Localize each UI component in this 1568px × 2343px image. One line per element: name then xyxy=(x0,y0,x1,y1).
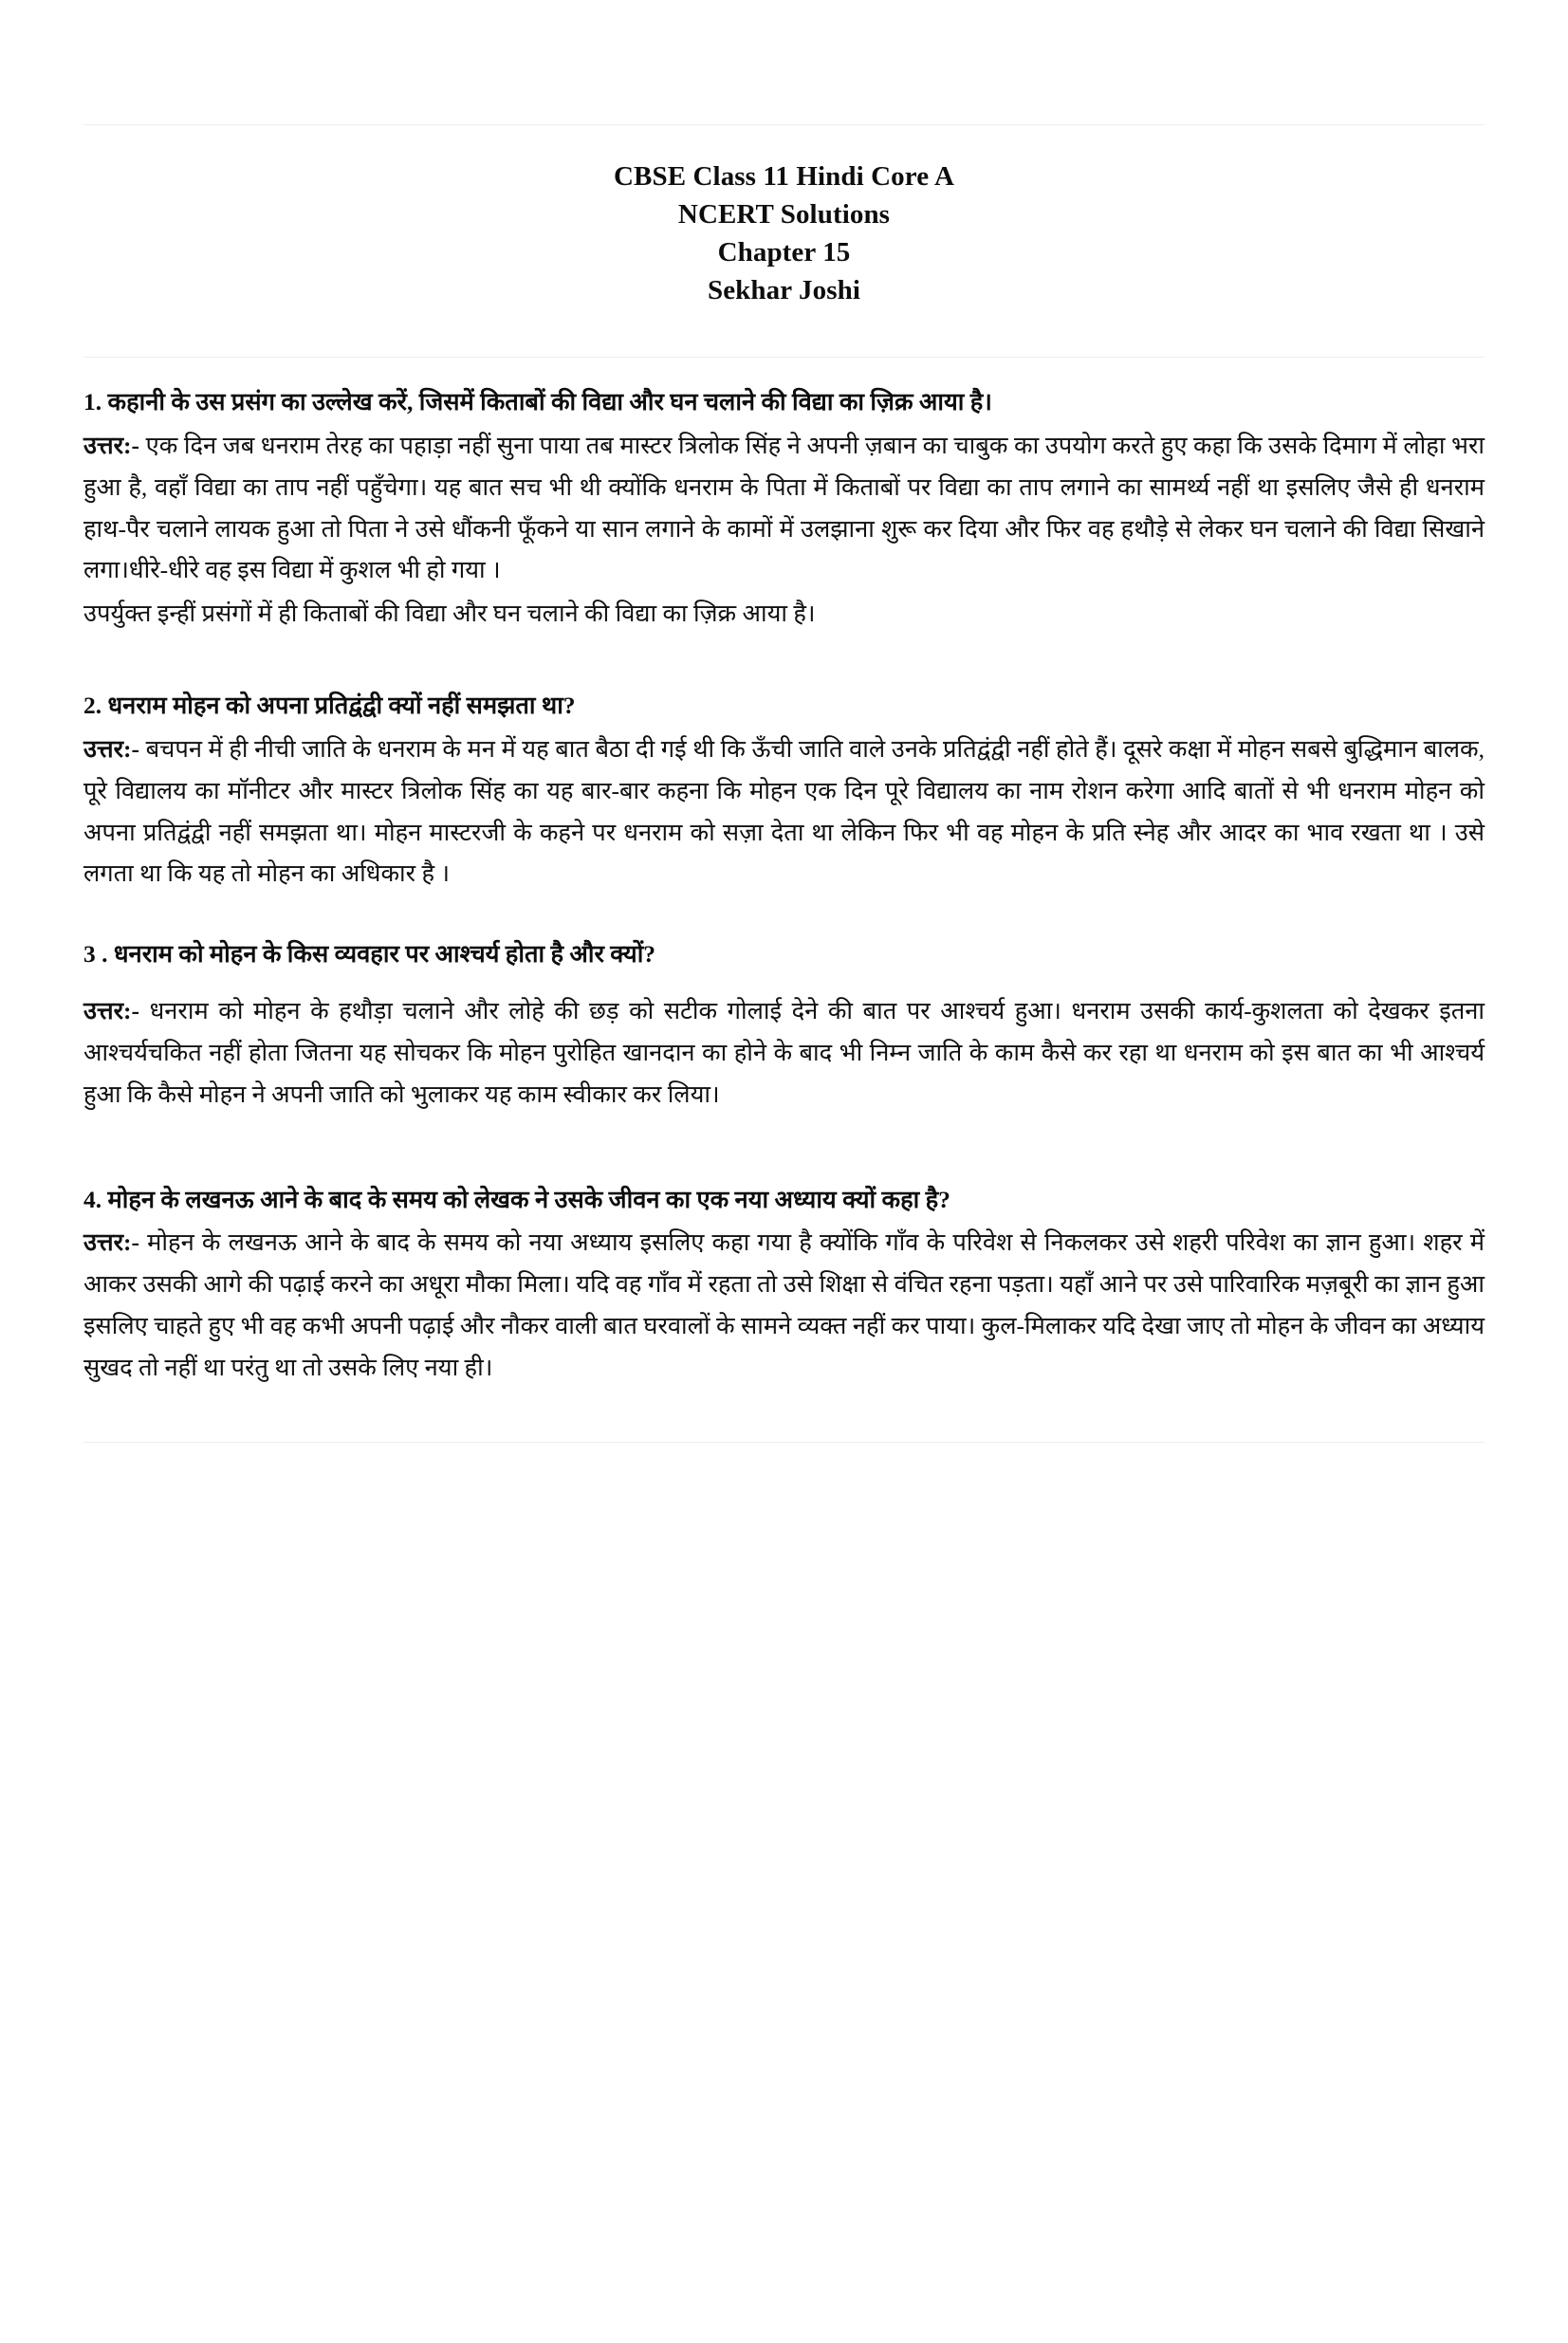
answer-text-4: मोहन के लखनऊ आने के बाद के समय को नया अध्याय इसलिए कहा गया है क्योंकि गाँव के परिवेश से निकलकर उसे शहरी परिवेश का ज्ञान हुआ। शहर में आकर उसकी आगे की पढ़ाई करने का अधूरा मौका मिला। यदि वह गाँव में रहता तो उसे शिक्षा से वंचित रहना पड़ता। यहाँ आने पर उसे पारिवारिक मज़बूरी का ज्ञान हुआ इसलिए चाहते हुए भी वह कभी अपनी पढ़ाई और नौकर वाली बात घरवालों के सामने व्यक्त नहीं कर पाया। कुल-मिलाकर यदि देखा जाए तो मोहन के जीवन का अध्याय सुखद तो नहीं था परंतु था तो उसके लिए नया ही। xyxy=(83,1228,1485,1381)
qa-item-4 xyxy=(83,1182,1485,1389)
spacer-1 xyxy=(83,635,1485,659)
answer-paragraph-3 xyxy=(83,990,1485,1116)
answer-text-1: एक दिन जब धनराम तेरह का पहाड़ा नहीं सुना पाया तब मास्टर त्रिलोक सिंह ने अपनी ज़बान का चाबुक का उपयोग करते हुए कहा कि उसके दिमाग में लोहा भरा हुआ है, वहाँ विद्या का ताप नहीं पहुँचेगा। यह बात सच भी थी क्योंकि धनराम के पिता में किताबों पर विद्या का ताप लगाने का सामर्थ्य नहीं था इसलिए जैसे ही धनराम हाथ-पैर चलाने लायक हुआ तो पिता ने उसे धौंकनी फूँकने या सान लगाने के कामों में उलझाना शुरू कर दिया और फिर वह हथौड़े से लेकर घन चलाने की विद्या सिखाने लगा।धीरे-धीरे वह इस विद्या में कुशल भी हो गया । xyxy=(83,431,1485,584)
question-heading-3: 3 . धनराम को मोहन के किस व्यवहार पर आश्चर्य होता है और क्यों? xyxy=(83,940,656,969)
answer-text-2: बचपन में ही नीची जाति के धनराम के मन में यह बात बैठा दी गई थी कि ऊँची जाति वाले उनके प्रतिद्वंद्वी नहीं होते हैं। दूसरे कक्षा में मोहन सबसे बुद्धिमान बालक, पूरे विद्यालय का मॉनीटर और मास्टर त्रिलोक सिंह का यह बार-बार कहना कि मोहन एक दिन पूरे विद्यालय का नाम रोशन करेगा आदि बातों से भी धनराम मोहन को अपना प्रतिद्वंद्वी नहीं समझता था। मोहन मास्टरजी के कहने पर धनराम को सज़ा देता था लेकिन फिर भी वह मोहन के प्रति स्नेह और आदर का भाव रखता था । उसे लगता था कि यह तो मोहन का अधिकार है । xyxy=(83,734,1485,888)
answer-label-1: उत्तर:- xyxy=(83,431,140,459)
answer-paragraph-1 xyxy=(83,425,1485,591)
answer-label-2: उत्तर:- xyxy=(83,734,140,763)
answer-paragraph-2 xyxy=(83,729,1485,895)
answer-label-3: उत्तर:- xyxy=(83,997,140,1025)
answer-extra-1: उपर्युक्त इन्हीं प्रसंगों में ही किताबों की विद्या और घन चलाने की विद्या का ज़िक्र आया है। xyxy=(83,600,816,628)
qa-item-1 xyxy=(83,384,1485,635)
spacer-2 xyxy=(83,895,1485,908)
header-title-line-3: Chapter 15 xyxy=(717,237,851,268)
document-header xyxy=(83,125,1485,315)
spacer-3a xyxy=(83,977,1485,990)
answer-paragraph-4 xyxy=(83,1222,1485,1388)
question-heading-2: 2. धनराम मोहन को अपना प्रतिद्वंद्वी क्यों नहीं समझता था? xyxy=(83,692,576,720)
document-page xyxy=(0,124,1568,2343)
question-heading-4: 4. मोहन के लखनऊ आने के बाद के समय को लेखक ने उसके जीवन का एक नया अध्याय क्यों कहा है? xyxy=(83,1185,950,1213)
answer-text-3: धनराम को मोहन के हथौड़ा चलाने और लोहे की छड़ को सटीक गोलाई देने की बात पर आश्चर्य हुआ। धनराम उसकी कार्य-कुशलता को देखकर इतना आश्चर्यचकित नहीं होता जितना यह सोचकर कि मोहन पुरोहित खानदान का होने के बाद भी निम्न जाति के काम कैसे कर रहा था धनराम को इस बात का भी आश्चर्य हुआ कि कैसे मोहन ने अपनी जाति को भुलाकर यह काम स्वीकार कर लिया। xyxy=(83,997,1485,1108)
question-heading-1: 1. कहानी के उस प्रसंग का उल्लेख करें, जिसमें किताबों की विद्या और घन चलाने की विद्या का ज़िक्र आया है। xyxy=(83,388,992,416)
answer-label-4: उत्तर:- xyxy=(83,1228,140,1257)
qa-item-3 xyxy=(83,936,1485,1115)
header-title-line-4: Sekhar Joshi xyxy=(707,275,861,306)
divider-under-header xyxy=(83,357,1485,358)
spacer-3 xyxy=(83,1116,1485,1153)
qa-item-2 xyxy=(83,688,1485,895)
divider-bottom xyxy=(83,1442,1485,1443)
header-title-line-2: NCERT Solutions xyxy=(677,199,891,231)
header-title-line-1: CBSE Class 11 Hindi Core A xyxy=(613,161,954,192)
